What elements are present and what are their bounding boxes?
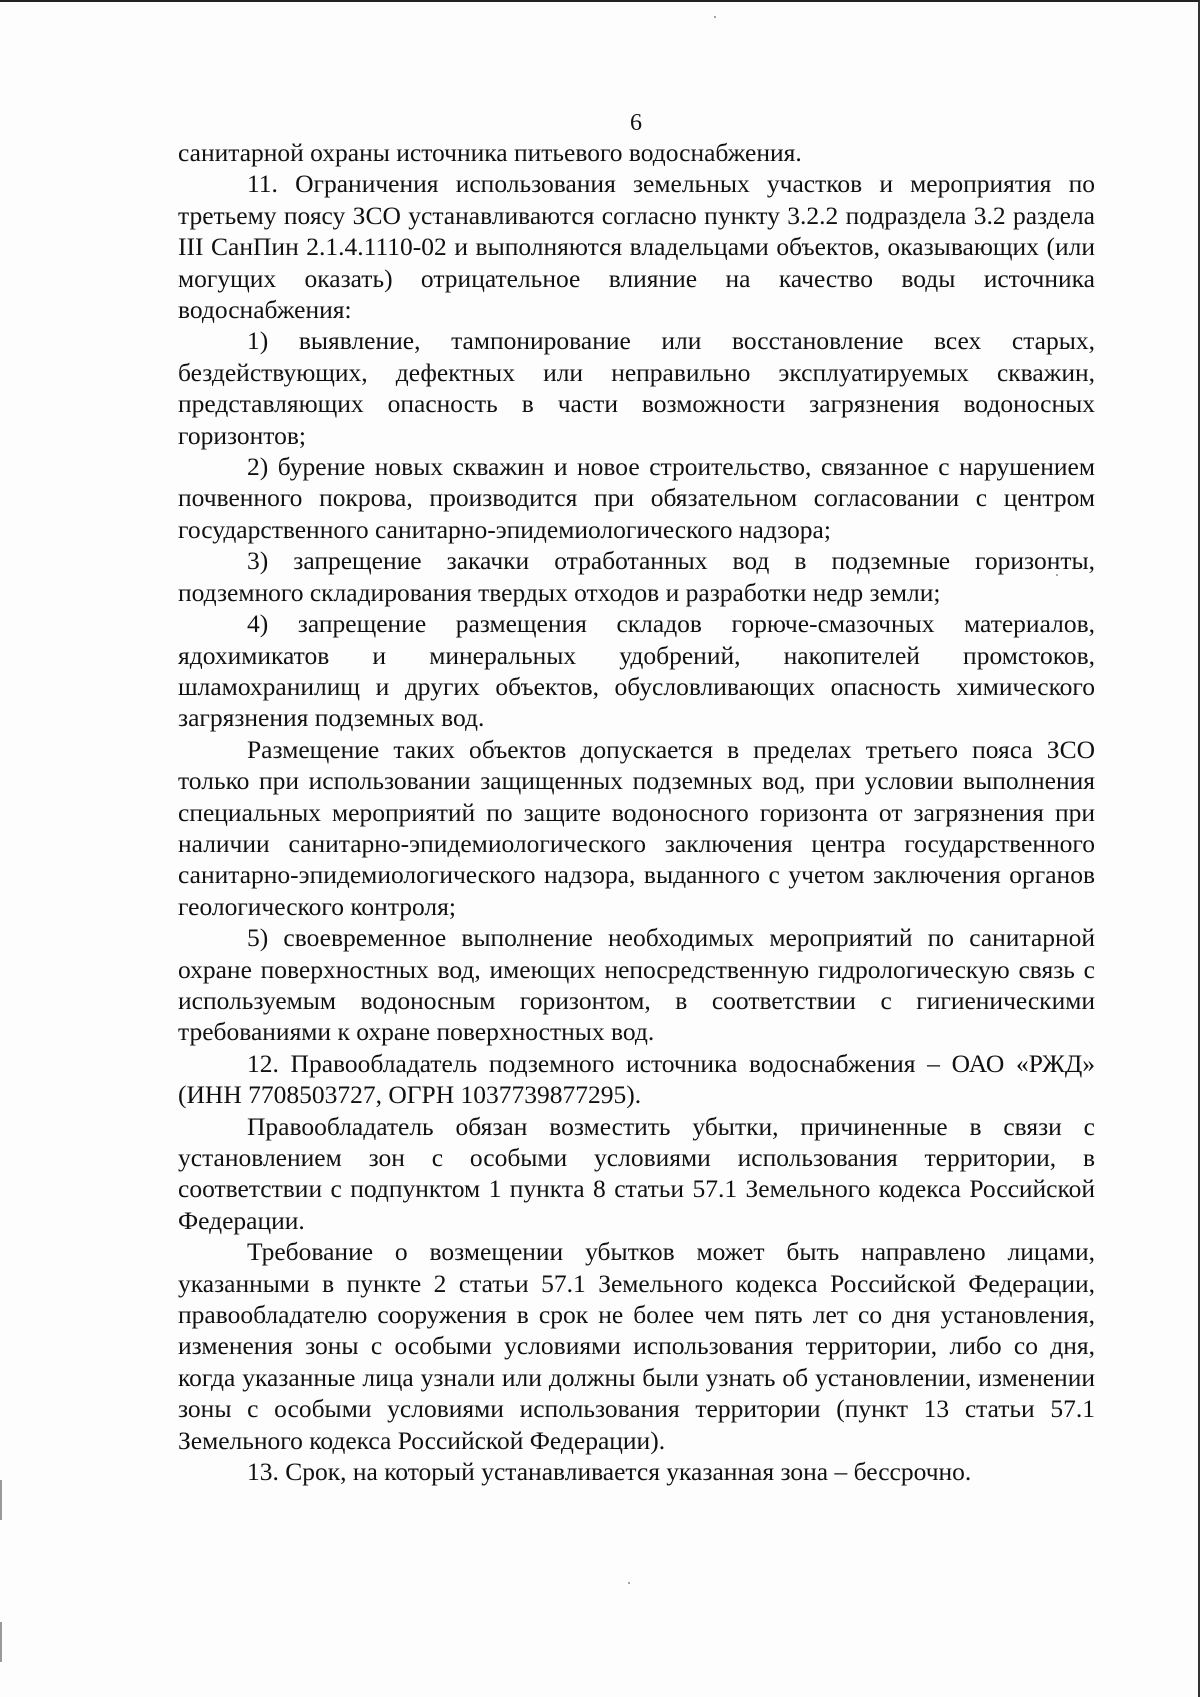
paragraph-continuation: санитарной охраны источника питьевого водоснабжения. — [178, 138, 802, 167]
paragraph-subitem-3: 3) запрещение закачки отработанных вод в подземные горизонты, подземного складирования твердых отходов и разработки недр земли; — [178, 546, 1095, 607]
paragraph-subitem-1: 1) выявление, тампонирование или восстановление всех старых, бездействующих, дефектных или неправильно эксплуатируемых скважин, представляющих опасность в части возможности загрязнения водоносных горизонтов; — [178, 326, 1095, 450]
page-number: 6 — [630, 110, 642, 136]
paragraph-item-12: 12. Правообладатель подземного источника водоснабжения – ОАО «РЖД» (ИНН 7708503727, ОГРН 1037739877295). — [178, 1048, 1095, 1110]
paragraph-subitem-4: 4) запрещение размещения складов горюче-смазочных материалов, ядохимикатов и минеральных удобрений, накопителей промстоков, шламохранилищ и других объектов, обусловливающих опасность химического загрязнения подземных вод. — [178, 609, 1095, 733]
scan-edge-mark — [0, 1622, 2, 1662]
paragraph-item-11: 11. Ограничения использования земельных участков и мероприятия по третьему поясу ЗСО устанавливаются согласно пункту 3.2.2 подраздела 3.2 раздела III СанПин 2.1.4.1110-02 и выполняются владельцами объектов, оказывающих (или могущих оказать) отрицательное влияние на качество воды источника водоснабжения: — [178, 169, 1095, 325]
paragraph-item-13: 13. Срок, на который устанавливается указанная зона – бессрочно. — [247, 1457, 972, 1487]
paragraph-compensation-claim: Требование о возмещении убытков может быть направлено лицами, указанными в пункте 2 статьи 57.1 Земельного кодекса Российской Федерации, правообладателю сооружения в срок не более чем пять лет со дня установления, изменения зоны с особыми условиями использования территории, либо со дня, когда указанные лица узнали или должны были узнать об установлении, изменении зоны с особыми условиями использования территории (пункт 13 статьи 57.1 Земельного кодекса Российской Федерации). — [178, 1237, 1095, 1455]
document-body — [178, 137, 1095, 1487]
scan-speck — [714, 16, 716, 18]
paragraph-placement-conditions: Размещение таких объектов допускается в пределах третьего пояса ЗСО только при использовании защищенных подземных вод, при условии выполнения специальных мероприятий по защите водоносного горизонта от загрязнения при наличии санитарно-эпидемиологического заключения центра государственного санитарно-эпидемиологического надзора, выданного с учетом заключения органов геологического контроля; — [178, 734, 1095, 921]
scan-edge-mark — [0, 1480, 2, 1520]
paragraph-subitem-5: 5) своевременное выполнение необходимых мероприятий по санитарной охране поверхностных вод, имеющих непосредственную гидрологическую связь с используемым водоносным горизонтом, в соответствии с гигиеническими требованиями к охране поверхностных вод. — [178, 923, 1095, 1047]
paragraph-compensation-duty: Правообладатель обязан возместить убытки, причиненные в связи с установлением зон с особыми условиями использования территории, в соответствии с подпунктом 1 пункта 8 статьи 57.1 Земельного кодекса Российской Федерации. — [178, 1111, 1095, 1235]
scan-speck — [628, 1582, 630, 1584]
paragraph-subitem-2: 2) бурение новых скважин и новое строительство, связанное с нарушением почвенного покрова, производится при обязательном согласовании с центром государственного санитарно-эпидемиологического надзора; — [178, 452, 1095, 544]
